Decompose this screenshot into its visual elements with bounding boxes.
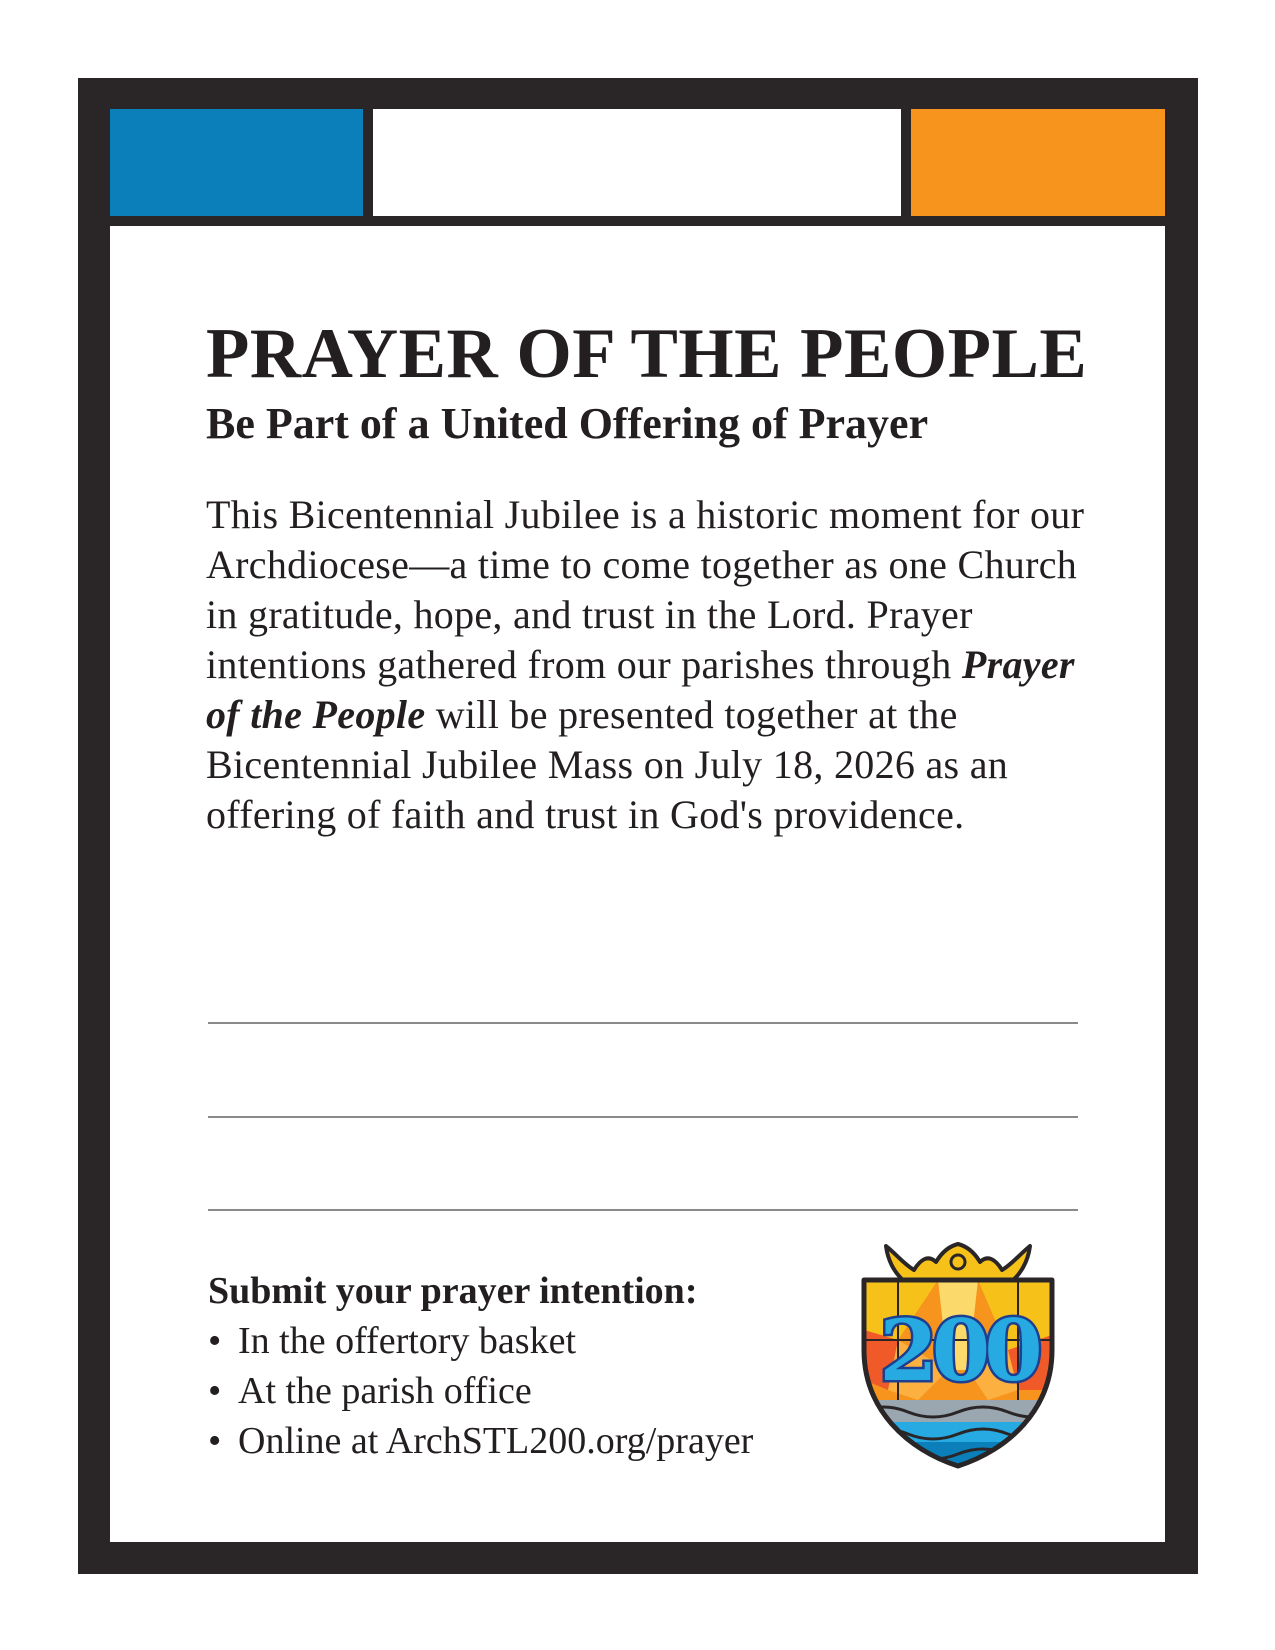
content-panel [110,226,1165,1542]
intention-write-line[interactable] [208,1116,1078,1118]
list-item [208,1416,753,1466]
submit-options-list [208,1316,753,1466]
submit-option-basket: In the offertory basket [238,1320,577,1362]
white-color-block [373,109,901,216]
bullet-icon: • [208,1320,222,1362]
blue-color-block [110,109,363,216]
logo-number: 200 [879,1301,1037,1400]
list-item [208,1316,753,1366]
body-text-end: will be presented together at the Bicentennial Jubilee Mass on July 18, 2026 as an offering of faith and trust in God's providence. [206,692,1009,837]
intention-write-line[interactable] [208,1022,1078,1024]
program-name-emphasis: Prayer of the People [206,642,1075,737]
jubilee-200-shield-icon [858,1240,1058,1470]
list-item [208,1366,753,1416]
bullet-icon: • [208,1420,222,1462]
page-subtitle: Be Part of a United Offering of Prayer [206,399,929,448]
orange-color-block [911,109,1165,216]
submit-option-office: At the parish office [238,1370,532,1412]
body-text-start: This Bicentennial Jubilee is a historic moment for our Archdiocese—a time to come together as one Church in gratitude, hope, and trust in the Lord. Prayer intentions gathered from our parishes through [206,492,1085,687]
page-frame [78,78,1198,1574]
intention-write-line[interactable] [208,1209,1078,1211]
page-title: PRAYER OF THE PEOPLE [206,315,1088,393]
bullet-icon: • [208,1370,222,1412]
submit-option-online: Online at ArchSTL200.org/prayer [238,1420,754,1462]
submit-heading: Submit your prayer intention: [208,1270,698,1312]
body-paragraph [206,490,1096,840]
